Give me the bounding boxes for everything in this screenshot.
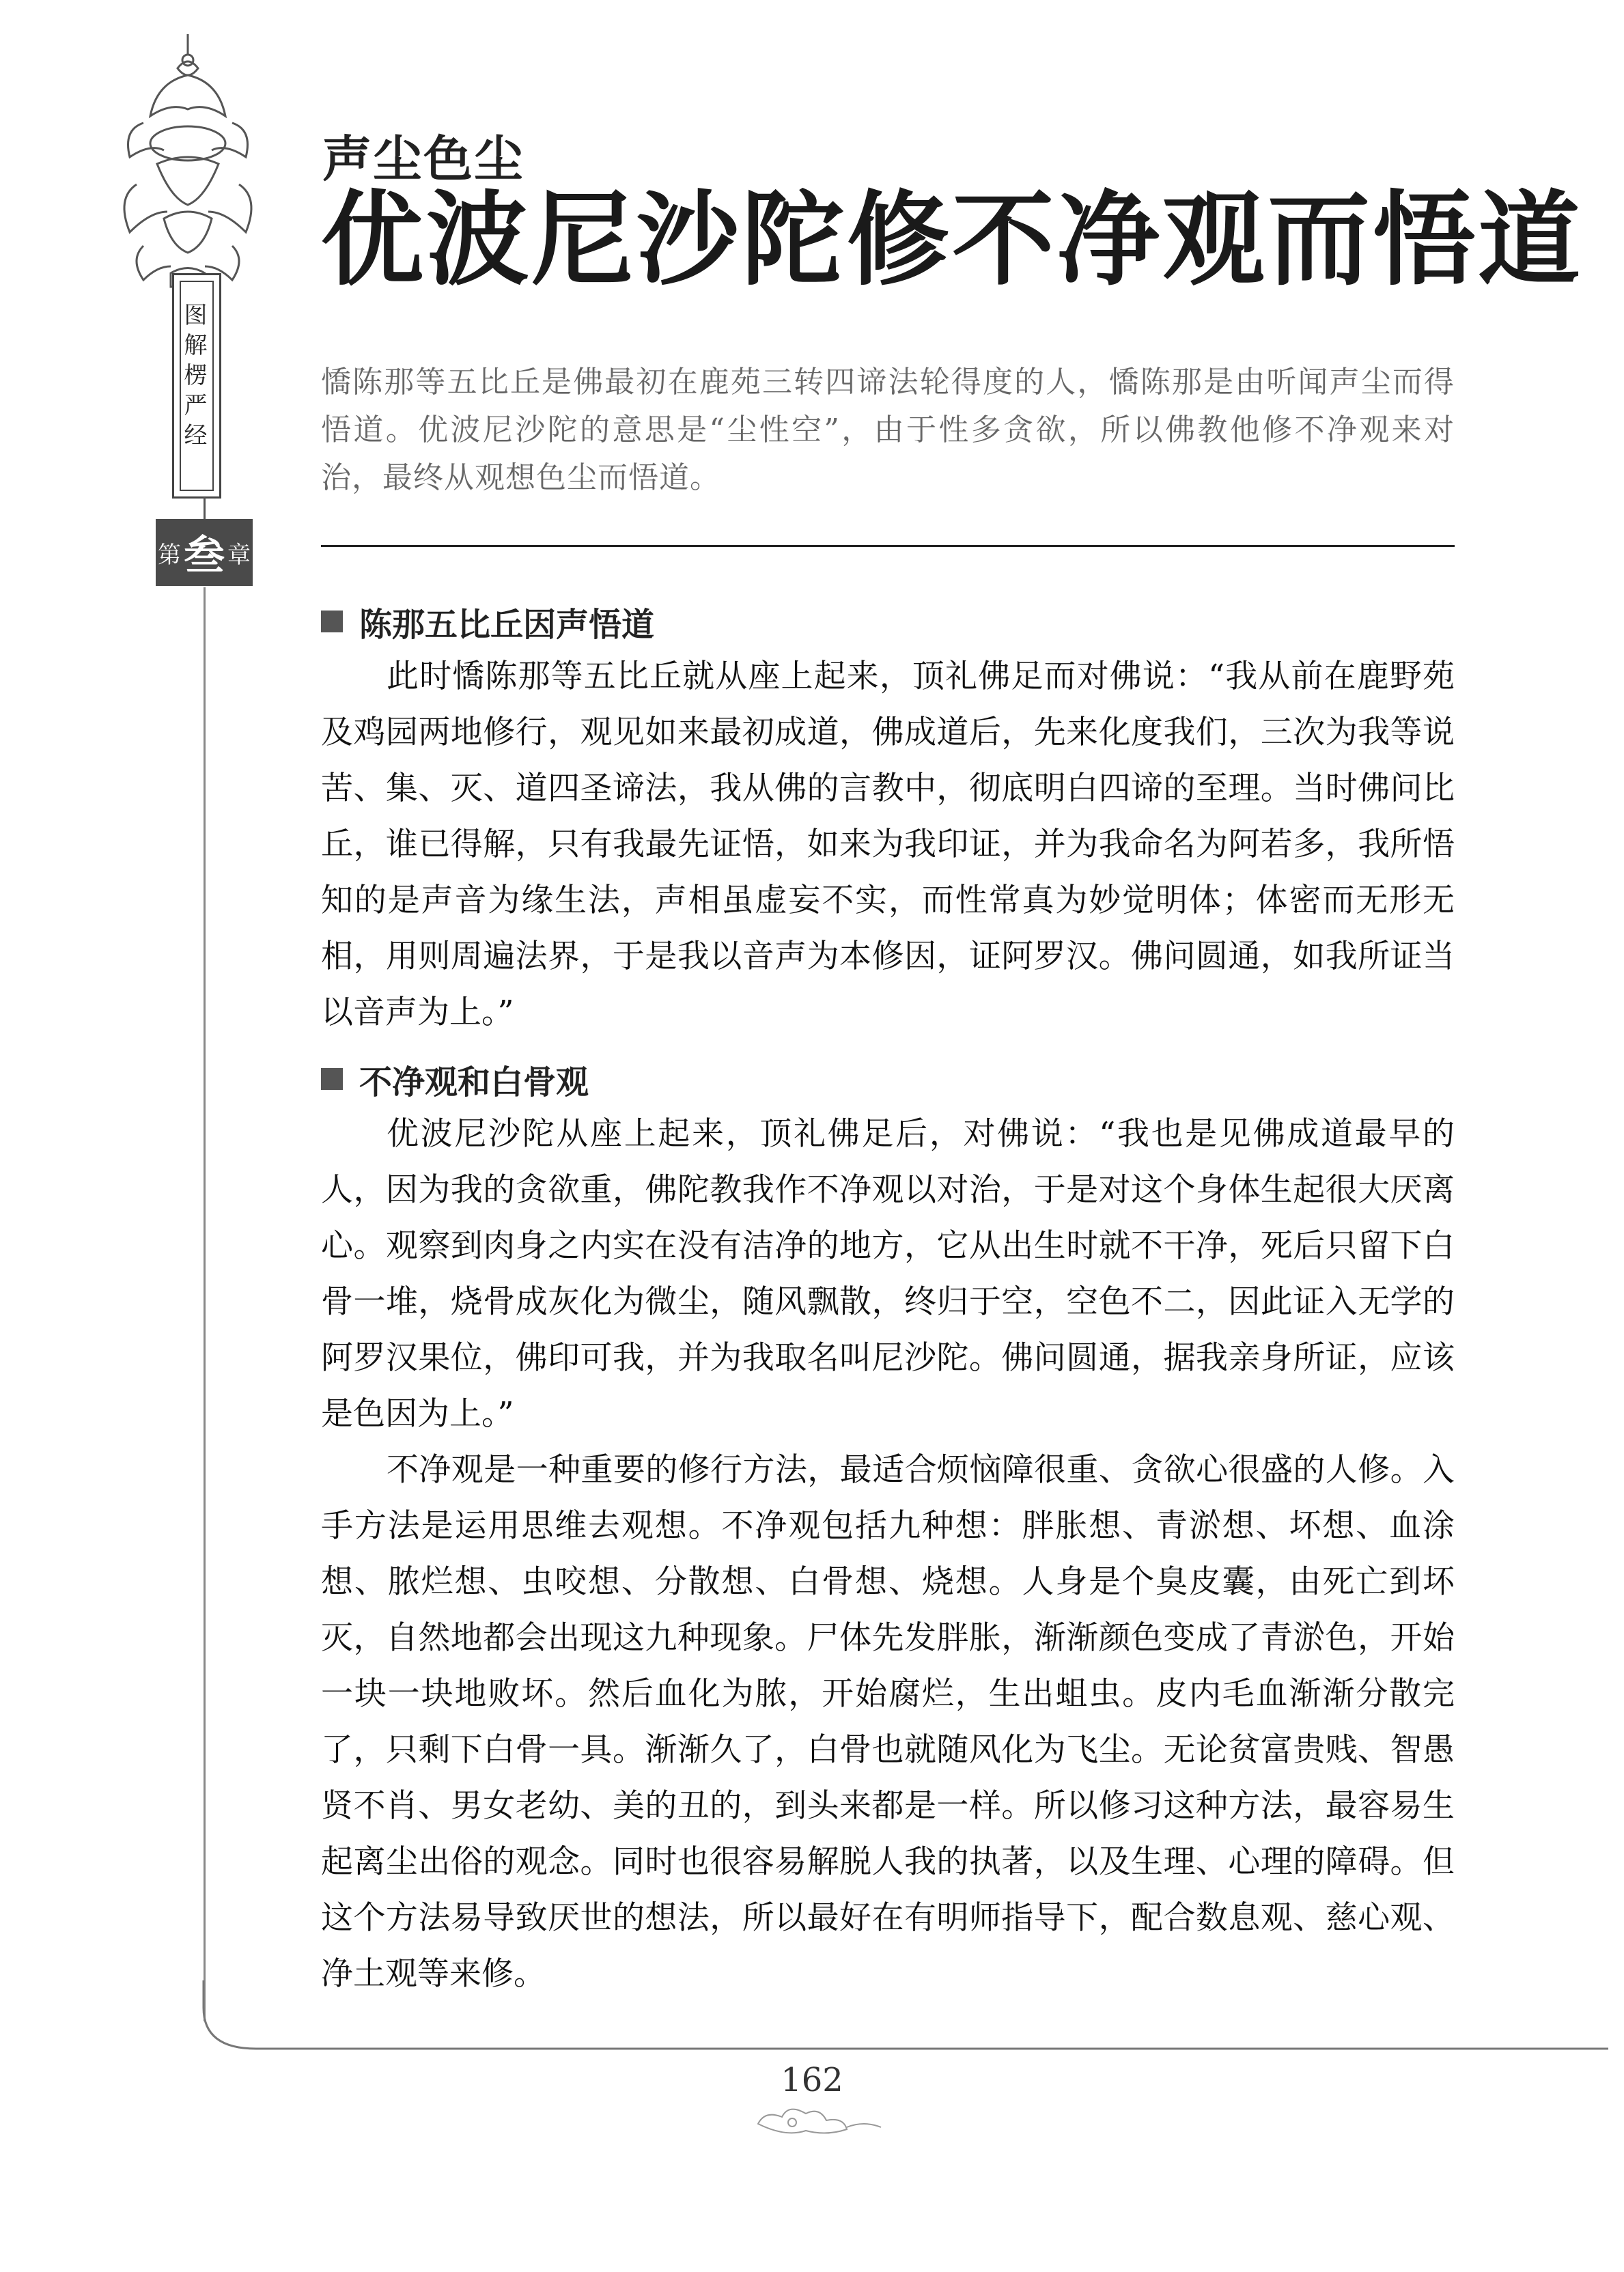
section-heading-text: 陈那五比丘因声悟道: [359, 605, 655, 644]
square-bullet-icon: [321, 611, 343, 632]
page-title: 优波尼沙陀修不净观而悟道: [321, 181, 1584, 300]
section-subtitle: 声尘色尘: [322, 130, 525, 188]
book-title-tab: [172, 273, 221, 499]
section-heading: [321, 594, 1455, 649]
section-heading: [321, 1052, 1455, 1106]
chapter-suffix: 章: [227, 541, 251, 569]
article-body: [321, 594, 1455, 2002]
page-number: 162: [781, 2061, 843, 2099]
section-heading-text: 不净观和白骨观: [359, 1063, 589, 1102]
book-title: 图解楞严经: [180, 303, 207, 453]
side-rule: [204, 587, 206, 2021]
intro-paragraph: 憍陈那等五比丘是佛最初在鹿苑三转四谛法轮得度的人，憍陈那是由听闻声尘而得悟道。优波尼沙陀的意思是“尘性空”，由于性多贪欲，所以佛教他修不净观来对治，最终从观想色尘而悟道。: [321, 365, 1455, 495]
square-bullet-icon: [321, 1068, 343, 1090]
paragraph: 此时憍陈那等五比丘就从座上起来，顶礼佛足而对佛说：“我从前在鹿野苑及鸡园两地修行，观见如来最初成道，佛成道后，先来化度我们，三次为我等说苦、集、灭、道四圣谛法，我从佛的言教中，彻底明白四谛的至理。当时佛问比丘，谁已得解，只有我最先证悟，如来为我印证，并为我命名为阿若多，我所悟知的是声音为缘生法，声相虽虚妄不实，而性常真为妙觉明体；体密而无形无相，用则周遍法界，于是我以音声为本修因，证阿罗汉。佛问圆通，如我所证当以音声为上。”: [321, 658, 1455, 1031]
chapter-number: 叁: [184, 532, 225, 580]
paragraph: 不净观是一种重要的修行方法，最适合烦恼障很重、贪欲心很盛的人修。入手方法是运用思维去观想。不净观包括九种想：胖胀想、青淤想、坏想、血涂想、脓烂想、虫咬想、分散想、白骨想、烧想。人身是个臭皮囊，由死亡到坏灭，自然地都会出现这九种现象。尸体先发胖胀，渐渐颜色变成了青淤色，开始一块一块地败坏。然后血化为脓，开始腐烂，生出蛆虫。皮内毛血渐渐分散完了，只剩下白骨一具。渐渐久了，白骨也就随风化为飞尘。无论贫富贵贱、智愚贤不肖、男女老幼、美的丑的，到头来都是一样。所以修习这种方法，最容易生起离尘出俗的观念。同时也很容易解脱人我的执著，以及生理、心理的障碍。但这个方法易导致厌世的想法，所以最好在有明师指导下，配合数息观、慈心观、净土观等来修。: [321, 1451, 1455, 1993]
chapter-tab: [156, 519, 253, 586]
chapter-prefix: 第: [158, 541, 181, 569]
header-divider: [321, 545, 1455, 547]
paragraph: 优波尼沙陀从座上起来，顶礼佛足后，对佛说：“我也是见佛成道最早的人，因为我的贪欲重，佛陀教我作不净观以对治，于是对这个身体生起很大厌离心。观察到肉身之内实在没有洁净的地方，它从出生时就不干净，死后只留下白骨一堆，烧骨成灰化为微尘，随风飘散，终归于空，空色不二，因此证入无学的阿罗汉果位，佛印可我，并为我取名叫尼沙陀。佛问圆通，据我亲身所证，应该是色因为上。”: [321, 1115, 1455, 1433]
cloud-ornament-icon: [744, 2090, 895, 2144]
lotus-ornament-icon: [102, 27, 273, 314]
